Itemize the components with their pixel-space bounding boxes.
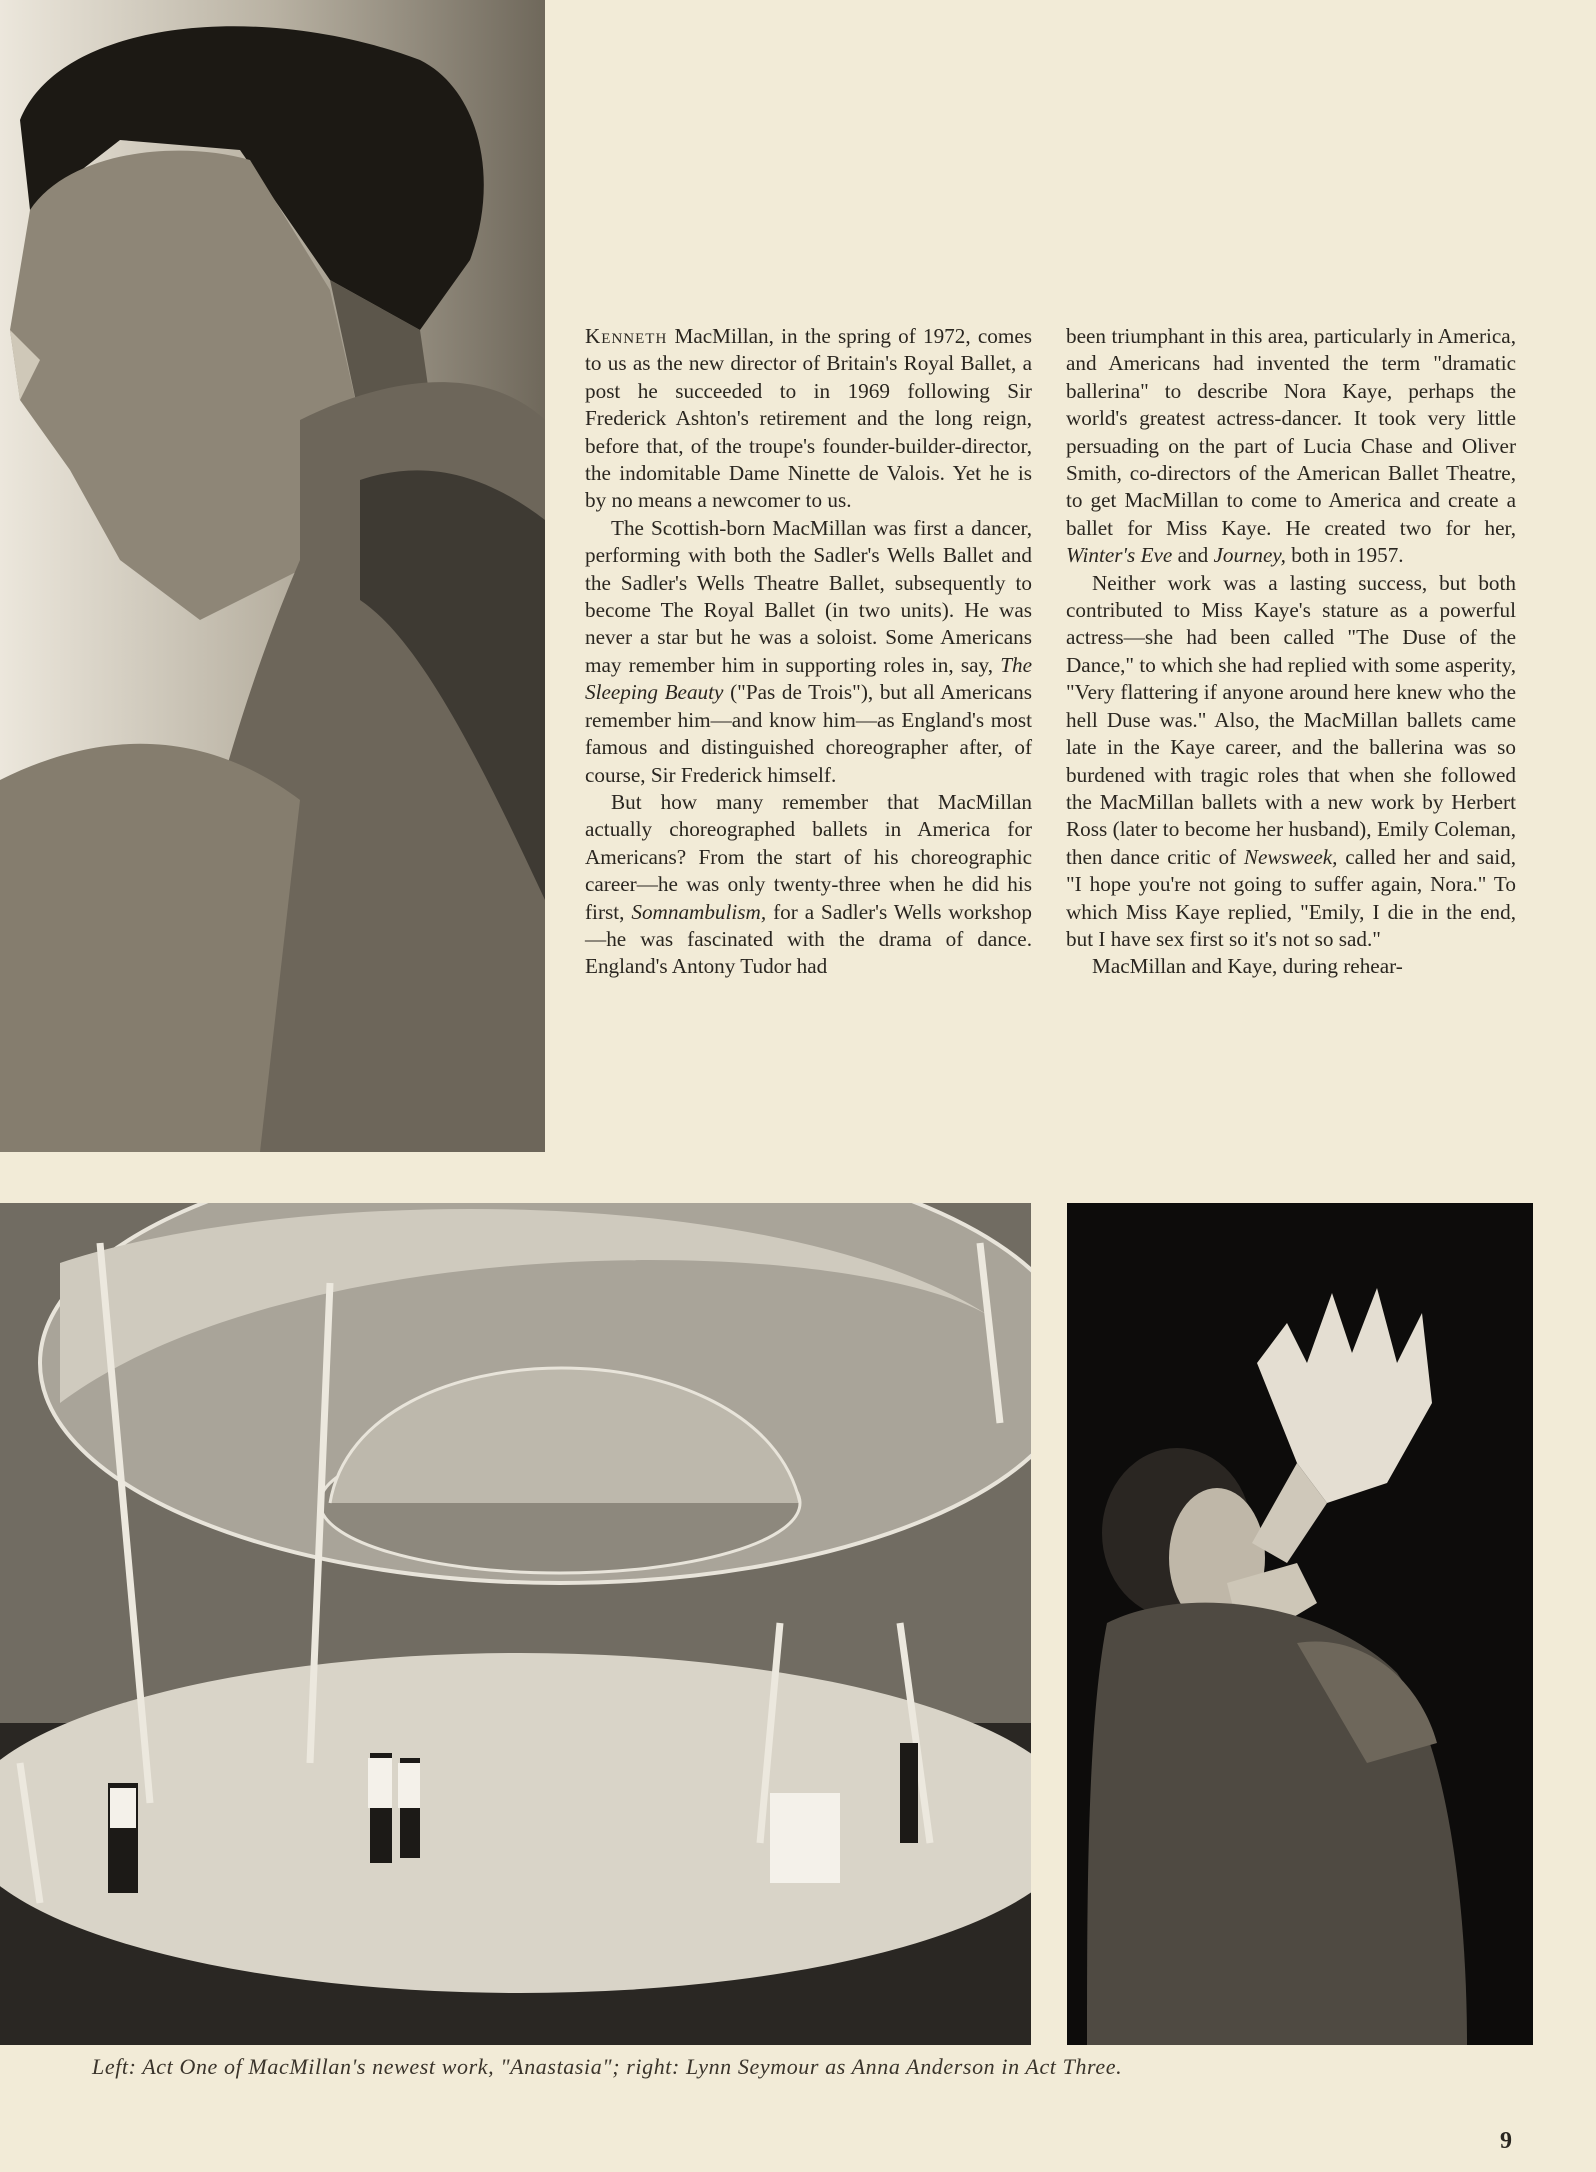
paragraph [1066,323,1516,570]
paragraph-text: MacMillan and Kaye, during rehear- [1092,954,1403,979]
paragraph-text: MacMillan, in the spring of 1972, comes to us as the new director of Britain's Royal Ballet, a post he succeeded to in 1969 following Sir Frederick Ashton's retirement and the long reign, before that, of the troupe's founder-builder-director, the indomitable Dame Ninette de Valois. Yet he is by no means a newcomer to us. [585,324,1032,513]
paragraph [585,789,1032,981]
stage-scene-photo [0,1203,1031,2045]
paragraph-text: for a Sadler's Wells workshop—he was fascinated with the drama of dance. England's Antony Tudor had [585,899,1032,979]
paragraph-text: The Scottish-born MacMillan was first a dancer, performing with both the Sadler's Wells Ballet and the Sadler's Wells Theatre Ballet, subsequently to become The Royal Ballet (in two units). He was never a star but he was a soloist. Some Americans may remember him in supporting roles in, say, [585,515,1032,677]
paragraph [585,515,1032,789]
article-column-2 [1066,323,1516,981]
paragraph-text: both in 1957. [1285,543,1404,568]
paragraph-text: called her and said, "I hope you're not going to suffer again, Nora." To which Miss Kaye replied, "Emily, I die in the end, but I have sex first so it's not so sad." [1066,844,1516,951]
paragraph [585,323,1032,515]
paragraph [1066,953,1516,980]
article-column-1 [585,323,1032,981]
work-title: The Sleeping Beauty [585,652,1032,705]
publication-title: Newsweek, [1243,844,1338,869]
work-title: Winter's Eve [1066,543,1173,568]
paragraph-text: and [1172,543,1214,568]
paragraph-text: ("Pas de Trois"), but all Americans remember him—and know him—as England's most famous and distinguished choreographer after, of course, Sir Frederick himself. [585,680,1033,787]
paragraph-text: But how many remember that MacMillan actually choreographed ballets in America for Americans? From the start of his choreographic career—he was only twenty-three when he did his first, [585,789,1032,924]
portrait-photo [0,0,545,1152]
work-title: Somnambulism, [631,899,767,924]
page-number: 9 [1500,2128,1512,2154]
paragraph-text: Neither work was a lasting success, but both contributed to Miss Kaye's stature as a powerful actress—she had been called "The Duse of the Dance," to which she had replied with some asperity, "Very flattering if anyone around here knew who the hell Duse was." Also, the MacMillan ballets came late in the Kaye career, and the ballerina was so burdened with tragic roles that when she followed the MacMillan ballets with a new work by Herbert Ross (later to become her husband), Emily Coleman, then dance critic of [1066,570,1516,869]
work-title: Journey, [1213,543,1286,568]
paragraph [1066,570,1516,954]
photo-caption: Left: Act One of MacMillan's newest work, "Anastasia"; right: Lynn Seymour as Anna Anderson in Act Three. [92,2054,1123,2079]
lead-in-text: Kenneth [585,324,668,348]
paragraph-text: been triumphant in this area, particularly in America, and Americans had invented the term "dramatic ballerina" to describe Nora Kaye, perhaps the world's greatest actress-dancer. It took very little persuading on the part of Lucia Chase and Oliver Smith, co-directors of the American Ballet Theatre, to get MacMillan to come to America and create a ballet for Miss Kaye. He created two for her, [1066,324,1516,540]
dancer-photo [1067,1203,1533,2045]
